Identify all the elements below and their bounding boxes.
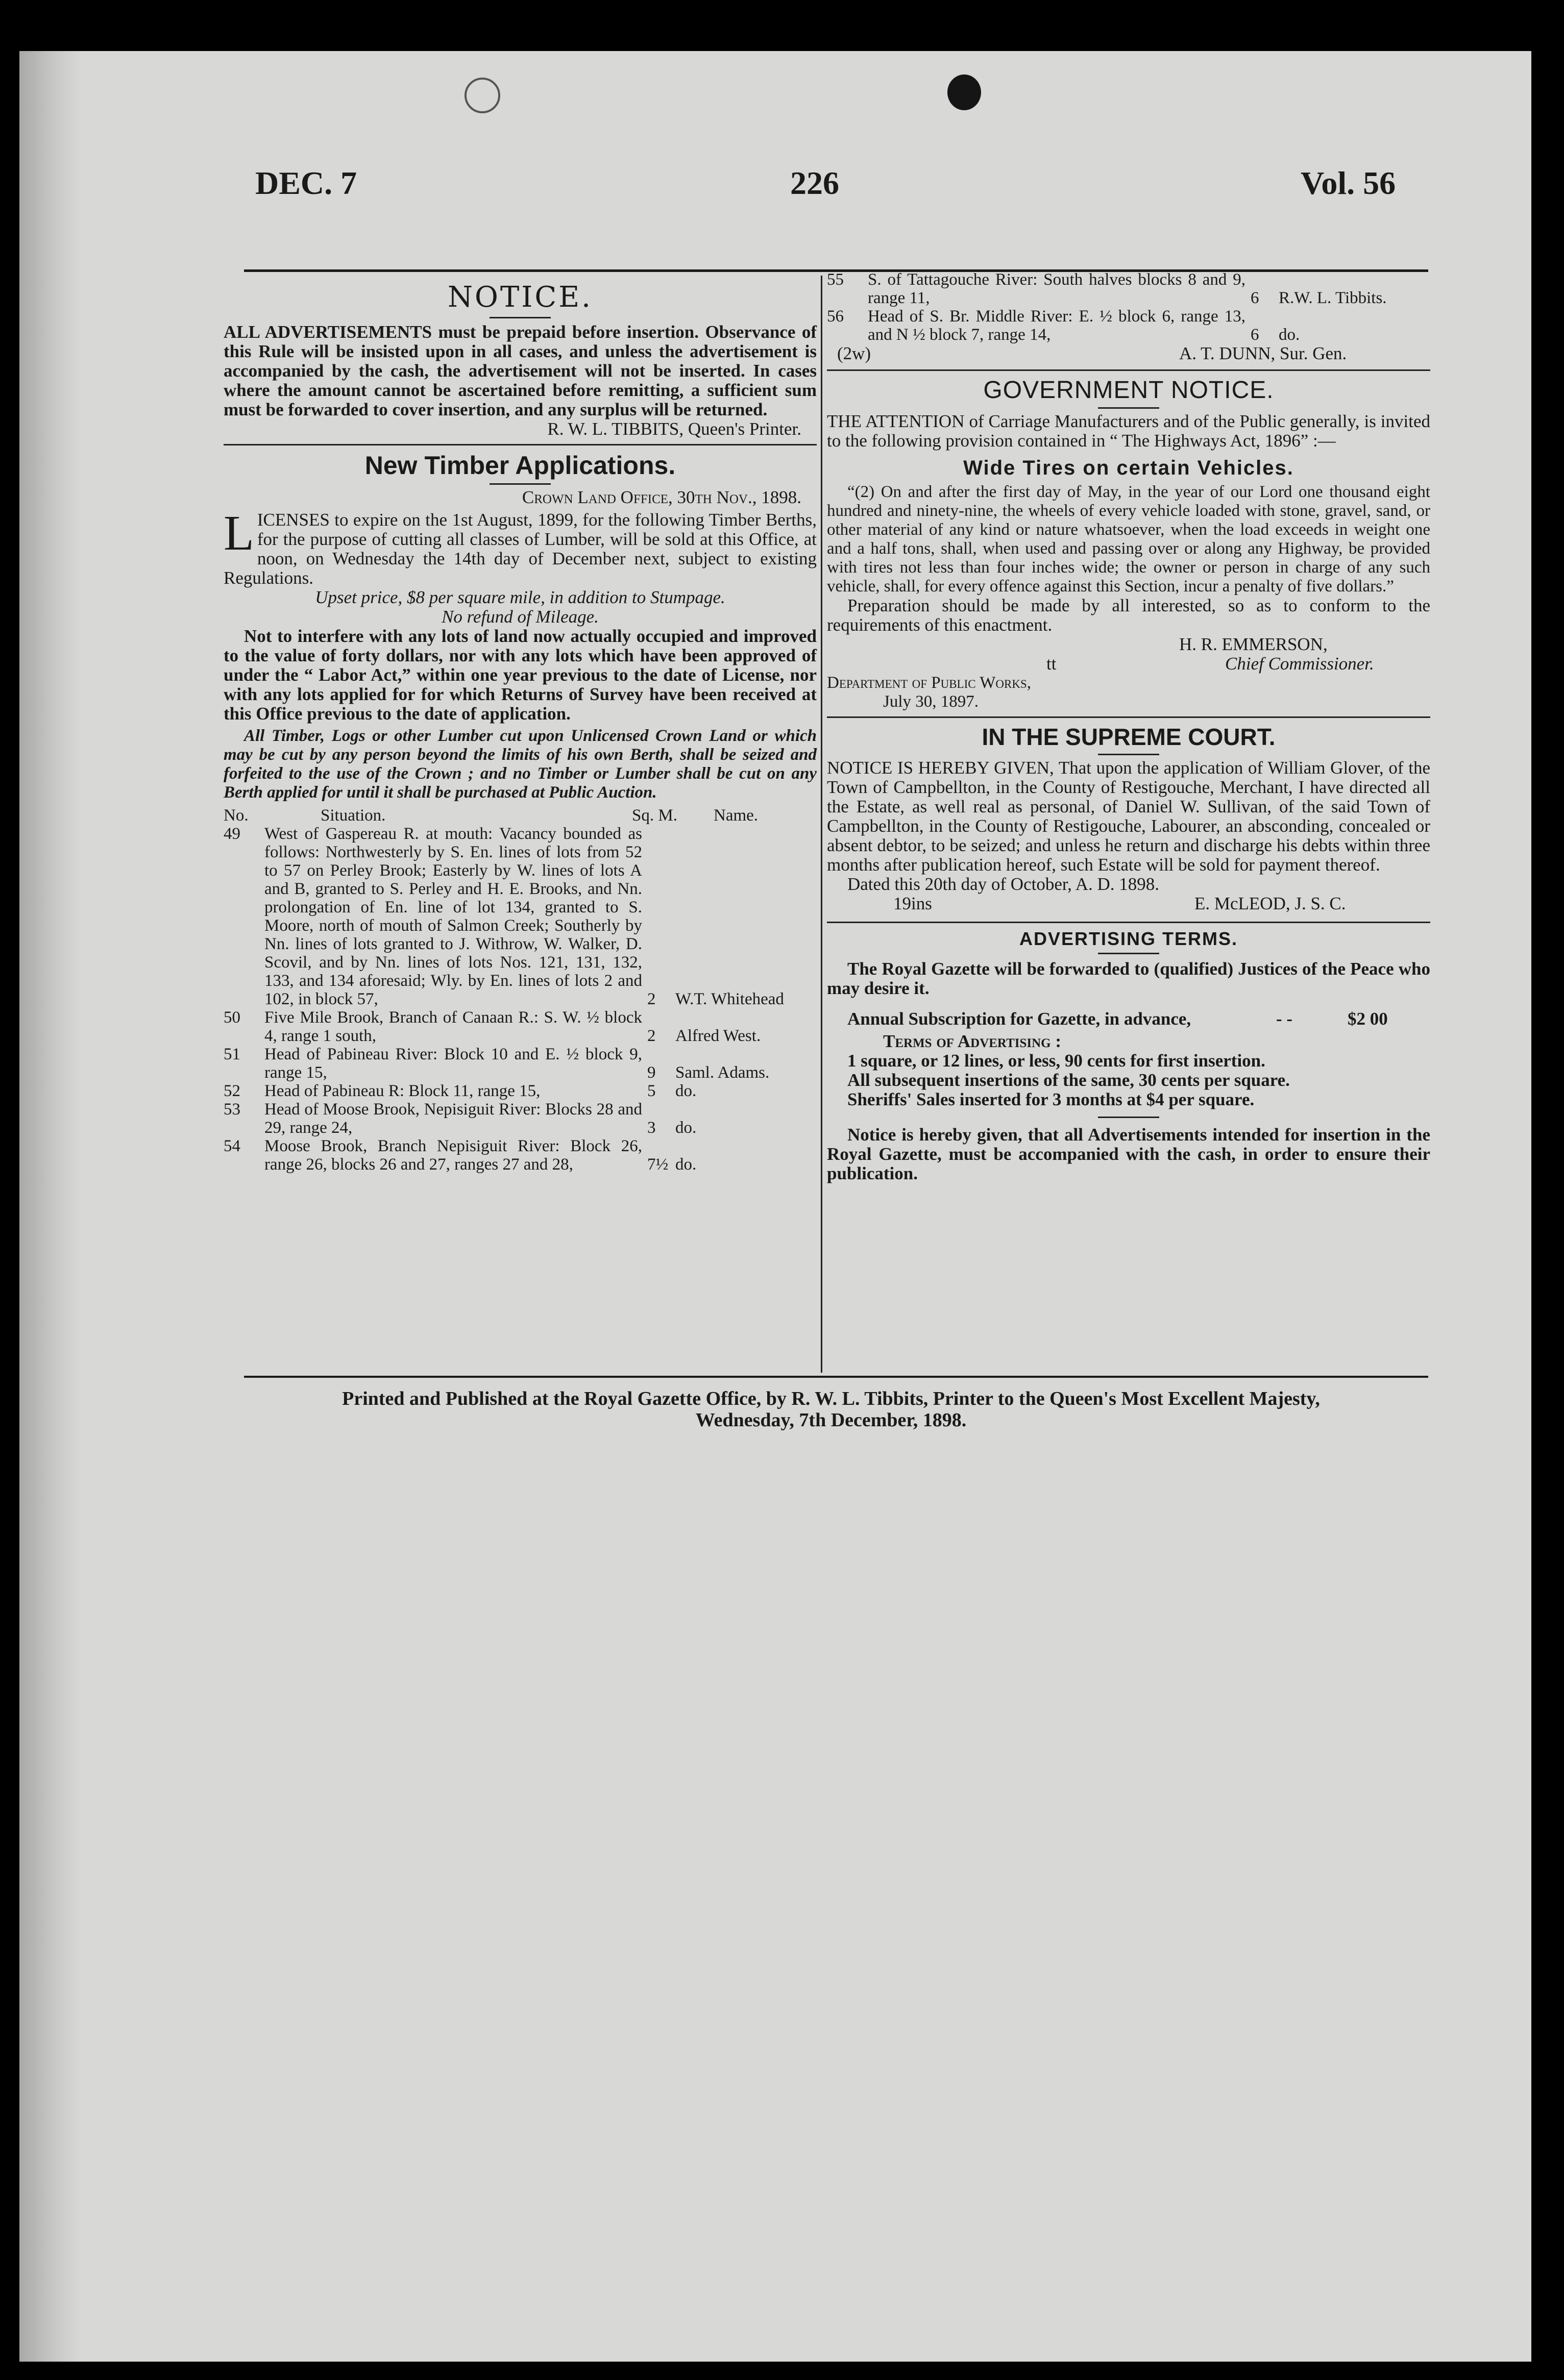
govt-notice-date: July 30, 1897. (883, 692, 979, 711)
imprint-line-1: Printed and Published at the Royal Gazette Office, by R. W. L. Tibbits, Printer to the Queen's Most Excellent Majesty, (342, 1388, 1320, 1409)
term-3: Sheriffs' Sales inserted for 3 months at $4 per square. (847, 1089, 1255, 1109)
divider (1098, 407, 1159, 409)
page-edge-shadow (19, 51, 81, 2362)
timber-warning: All Timber, Logs or other Lumber cut upon Unlicensed Crown Land or which may be cut by any person beyond the limits of his own Berth, shall be seized and forfeited to the use of the Crown ; and no Timber or Lumber shall be cut on any Berth applied for until it shall be purchased at Public Auction. (224, 727, 817, 802)
timber-intro (224, 506, 817, 588)
col-header-situation: Situation. (321, 806, 386, 825)
govt-notice-signer-row (827, 654, 1430, 674)
row-situation: Moose Brook, Branch Nepisiguit River: Block 26, range 26, blocks 26 and 27, ranges 27 and 28, (264, 1137, 642, 1174)
timber-title: New Timber Applications. (364, 451, 676, 480)
timber-signoff (827, 344, 1430, 364)
timber-office-line: Crown Land Office, 30th Nov., 1898. (522, 487, 801, 507)
subscription-price: $2 00 (1348, 1009, 1388, 1029)
divider (827, 369, 1430, 371)
court-title: IN THE SUPREME COURT. (982, 724, 1276, 750)
govt-notice-mark: tt (1046, 654, 1057, 674)
court-dated: Dated this 20th day of October, A. D. 1898. (847, 874, 1159, 894)
timber-insertion: (2w) (837, 343, 871, 363)
row-square-miles: 2 (647, 990, 656, 1008)
advertising-forwarded: The Royal Gazette will be forwarded to (qualified) Justices of the Peace who may desire it. (827, 959, 1430, 998)
row-number: 49 (224, 825, 240, 843)
divider (490, 317, 551, 318)
timber-table (224, 825, 817, 1174)
row-number: 51 (224, 1045, 240, 1063)
row-square-miles: 2 (647, 1027, 656, 1045)
col-header-no: No. (224, 806, 249, 825)
court-signoff (827, 894, 1430, 916)
row-situation: S. of Tattagouche River: South halves blocks 8 and 9, range 11, (868, 270, 1245, 307)
timber-interfere: Not to interfere with any lots of land now actually occupied and improved to the value of forty dollars, nor with any lots which have been approved of under the “ Labor Act,” within one year previous to the date of License, nor with any lots applied for for which Returns of Survey have been received at this Office previous to the date of application. (224, 626, 817, 724)
row-square-miles: 3 (647, 1119, 656, 1137)
binding-hole-icon (465, 78, 500, 113)
timber-upset-price: Upset price, $8 per square mile, in addition to Stumpage. (315, 587, 725, 607)
header-page-number: 226 (790, 165, 839, 201)
govt-notice-signer: H. R. EMMERSON, (1179, 634, 1328, 654)
row-number: 53 (224, 1100, 240, 1119)
header-volume: Vol. 56 (1301, 165, 1396, 201)
row-square-miles: 6 (1251, 326, 1259, 344)
divider (827, 716, 1430, 718)
row-square-miles: 7½ (647, 1155, 669, 1174)
subscription-row (827, 1009, 1430, 1032)
timber-intro-text: ICENSES to expire on the 1st August, 1899, for the following Timber Berths, for the purpose of cutting all classes of Lumber, will be sold at this Office, at noon, on Wednesday the 14th day of December next, subject to existing Regulations. (224, 510, 817, 588)
table-row (827, 270, 1430, 307)
govt-notice-title: GOVERNMENT NOTICE. (983, 377, 1274, 404)
divider (1098, 953, 1159, 954)
row-situation: Five Mile Brook, Branch of Canaan R.: S. W. ½ block 4, range 1 south, (264, 1008, 642, 1045)
table-row (827, 307, 1430, 344)
row-number: 54 (224, 1137, 240, 1155)
row-square-miles: 9 (647, 1063, 656, 1082)
table-row (224, 1045, 817, 1082)
subscription-dashes: - - (1276, 1009, 1293, 1029)
court-body: NOTICE IS HEREBY GIVEN, That upon the application of William Glover, of the Town of Campbellton, in the County of Restigouche, Merchant, I have directed all the Estate, as well real as personal, of Daniel W. Sullivan, of the said Town of Campbellton, in the County of Restigouche, Labourer, an absconding, concealed or absent debtor, to be seized; and unless he return and discharge his debts within three months after publication hereof, such Estate will be sold for payment thereof. (827, 758, 1430, 875)
term-1: 1 square, or 12 lines, or less, 90 cents for first insertion. (847, 1051, 1265, 1071)
row-number: 52 (224, 1082, 240, 1100)
row-square-miles: 6 (1251, 289, 1259, 307)
govt-notice-intro: THE ATTENTION of Carriage Manufacturers and of the Public generally, is invited to the following provision contained in “ The Highways Act, 1896” :— (827, 411, 1430, 451)
footer-rule (244, 1376, 1428, 1378)
row-situation: Head of Pabineau River: Block 10 and E. ½ block 9, range 15, (264, 1045, 642, 1082)
table-row (224, 1137, 817, 1174)
advertising-notice: Notice is hereby given, that all Advertisements intended for insertion in the Royal Gazette, must be accompanied with the cash, in order to ensure their publication. (827, 1125, 1430, 1183)
row-name: Alfred West. (675, 1027, 761, 1045)
govt-notice-department: Department of Public Works, (827, 674, 1031, 692)
divider (827, 922, 1430, 923)
row-name: do. (675, 1155, 697, 1174)
row-situation: Head of S. Br. Middle River: E. ½ block 6, range 13, and N ½ block 7, range 14, (868, 307, 1245, 344)
drop-cap: L (224, 506, 254, 561)
row-situation: West of Gaspereau R. at mouth: Vacancy bounded as follows: Northwesterly by S. En. lines of lots from 52 to 57 on Perley Brook; Easterly by W. lines of lots A and B, granted to S. Perley and H. E. Brooks, and Nn. prolongation of En. line of lot 134, granted to S. Moore, north of mouth of Salmon Creek; Southerly by Nn. lines of lots granted to J. Withrow, W. Walker, D. Scovil, and by Nn. lines of lots Nos. 121, 131, 132, 133, and 134 aforesaid; Wly. by En. lines of lots 2 and 102, in block 57, (264, 825, 642, 1008)
court-signer: E. McLEOD, J. S. C. (1194, 894, 1346, 913)
row-name: do. (1279, 326, 1300, 344)
subscription-label: Annual Subscription for Gazette, in advance, (847, 1009, 1191, 1029)
divider (1098, 754, 1159, 755)
right-column (827, 270, 1430, 1183)
divider (1098, 1117, 1159, 1118)
term-2: All subsequent insertions of the same, 30 cents per square. (847, 1070, 1290, 1090)
row-situation: Head of Pabineau R: Block 11, range 15, (264, 1082, 541, 1100)
left-column (224, 270, 817, 1174)
row-number: 56 (827, 307, 844, 326)
row-name: do. (675, 1119, 697, 1137)
row-number: 50 (224, 1008, 240, 1027)
govt-notice-signer-title: Chief Commissioner. (1225, 654, 1374, 674)
timber-no-refund: No refund of Mileage. (442, 607, 599, 627)
row-name: R.W. L. Tibbits. (1279, 289, 1387, 307)
divider (490, 483, 551, 485)
terms-heading: Terms of Advertising : (883, 1031, 1062, 1051)
row-square-miles: 5 (647, 1082, 656, 1100)
col-header-sq: Sq. M. (632, 806, 677, 825)
col-header-name: Name. (714, 806, 759, 825)
table-row (224, 1100, 817, 1137)
notice-body: ALL ADVERTISEMENTS must be prepaid before insertion. Observance of this Rule will be insisted upon in all cases, and unless the advertisement is accompanied by the cash, the advertisement will not be inserted. In cases where the amount cannot be ascertained before remitting, a sufficient sum must be forwarded to cover insertion, and any surplus will be returned. (224, 322, 817, 419)
imprint (244, 1388, 1418, 1431)
govt-notice-provision: “(2) On and after the first day of May, in the year of our Lord one thousand eight hundred and ninety-nine, the wheels of every vehicle loaded with stone, gravel, sand, or other material of any kind or nature whatsoever, when the load exceeds in weight one and a half tons, shall, when used and passing over or along any Highway, be provided with tires not less than four inches wide; the owner or person in charge of any such vehicle, shall, for every offence against this Section, incur a penalty of five dollars.” (827, 483, 1430, 596)
notice-signature: R. W. L. TIBBITS, Queen's Printer. (547, 419, 801, 439)
divider (224, 444, 817, 445)
timber-table-continued (827, 270, 1430, 344)
timber-surveyor: A. T. DUNN, Sur. Gen. (1179, 343, 1347, 363)
header-date: DEC. 7 (255, 165, 357, 201)
govt-notice-preparation: Preparation should be made by all interested, so as to conform to the requirements of this enactment. (827, 596, 1430, 635)
table-row (224, 825, 817, 1008)
advertising-title: ADVERTISING TERMS. (1019, 928, 1238, 949)
row-name: Saml. Adams. (675, 1063, 770, 1082)
row-number: 55 (827, 270, 844, 289)
row-situation: Head of Moose Brook, Nepisiguit River: Blocks 28 and 29, range 24, (264, 1100, 642, 1137)
table-row (224, 1082, 817, 1100)
gazette-page (19, 51, 1531, 2362)
notice-title: NOTICE. (448, 281, 593, 314)
table-header (224, 806, 817, 825)
row-name: W.T. Whitehead (675, 990, 784, 1008)
govt-notice-subtitle: Wide Tires on certain Vehicles. (963, 457, 1294, 479)
imprint-line-2: Wednesday, 7th December, 1898. (695, 1409, 967, 1431)
court-insertion: 19ins (893, 894, 932, 913)
binding-hole-icon (947, 75, 981, 110)
table-row (224, 1008, 817, 1045)
row-name: do. (675, 1082, 697, 1100)
